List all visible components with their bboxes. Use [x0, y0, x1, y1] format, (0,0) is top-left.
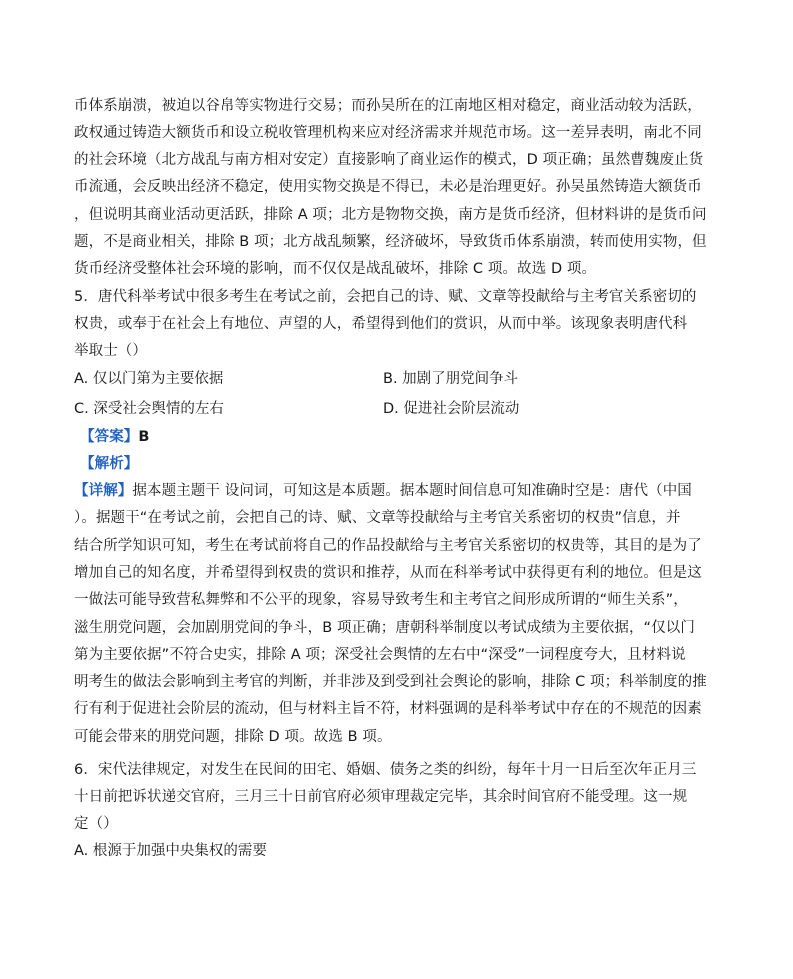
answer-line [80, 427, 150, 447]
q6-option-a: A. 根源于加强中央集权的需要 [74, 843, 267, 859]
detail-line [74, 481, 692, 501]
detail-line: 可能会带来的朋党问题，排除 D 项。故选 B 项。 [74, 729, 392, 745]
text-line: 币流通，会反映出经济不稳定，使用实物交换是不得已，未必是治理更好。孙吴虽然铸造大额货币 [74, 179, 702, 195]
detail-line: 结合所学知识可知，考生在考试前将自己的作品投献给与主考官关系密切的权贵等，其目的是为了 [74, 538, 702, 554]
question-6-stem: 十日前把诉状递交官府，三月三十日前官府必须审理裁定完毕，其余时间官府不能受理。这一规 [74, 789, 688, 805]
detail-text: 据本题主题干 设问词，可知这是本质题。据本题时间信息可知准确时空是：唐代（中国 [132, 483, 692, 499]
detail-tag: 【详解】 [74, 483, 133, 499]
analysis-tag: 【解析】 [80, 456, 139, 472]
answer-tag: 【答案】 [80, 429, 139, 445]
option-c: C. 深受社会舆情的左右 [74, 401, 224, 417]
text-line: 的社会环境（北方战乱与南方相对安定）直接影响了商业运作的模式，D 项正确；虽然曹魏废止货 [74, 152, 704, 168]
question-6-stem: 6．宋代法律规定，对发生在民间的田宅、婚姻、债务之类的纠纷，每年十月一日后至次年正月三 [74, 762, 697, 778]
text-line: 题，不是商业相关，排除 B 项；北方战乱频繁，经济破坏，导致货币体系崩溃，转而使用实物，但 [74, 234, 707, 250]
question-5-stem: 5．唐代科举考试中很多考生在考试之前，会把自己的诗、赋、文章等投献给与主考官关系密切的 [74, 289, 697, 305]
answer-value: B [138, 429, 150, 445]
detail-line: 明考生的做法会影响到主考官的判断，并非涉及到受到社会舆论的影响，排除 C 项；科举制度的推 [74, 674, 707, 690]
question-5-stem: 权贵，或奉于在社会上有地位、声望的人，希望得到他们的赏识，从而中举。该现象表明唐代科 [74, 316, 688, 332]
text-line: 币体系崩溃，被迫以谷帛等实物进行交易；而孙吴所在的江南地区相对稳定，商业活动较为活跃， [74, 98, 702, 114]
option-b: B. 加剧了朋党间争斗 [383, 371, 519, 387]
text-line: 货币经济受整体社会环境的影响，而不仅仅是战乱破坏，排除 C 项。故选 D 项。 [74, 261, 597, 277]
text-line: 政权通过铸造大额货币和设立税收管理机构来应对经济需求并规范市场。这一差异表明，南北不同 [74, 125, 702, 141]
detail-line: 增加自己的知名度，并希望得到权贵的赏识和推荐，从而在科举考试中获得更有利的地位。但是这 [74, 565, 702, 581]
detail-line: ）。据题干“在考试之前，会把自己的诗、赋、文章等投献给与主考官关系密切的权贵”信息，并 [74, 510, 681, 526]
detail-line: 一做法可能导致营私舞弊和不公平的现象，容易导致考生和主考官之间形成所谓的“师生关系”， [74, 592, 688, 608]
analysis-line [80, 454, 138, 474]
detail-line: 滋生朋党问题，会加剧朋党间的争斗，B 项正确；唐朝科举制度以考试成绩为主要依据，“仅以门 [74, 620, 695, 636]
text-line: ，但说明其商业活动更活跃，排除 A 项；北方是物物交换，南方是货币经济，但材料讲的是货币问 [74, 207, 707, 223]
question-6-stem: 定（） [74, 816, 118, 832]
option-a: A. 仅以门第为主要依据 [74, 371, 224, 387]
question-5-stem: 举取士（） [74, 343, 147, 359]
detail-line: 第为主要依据”不符合史实，排除 A 项；深受社会舆情的左右中“深受”一词程度夸大，且材料说 [74, 647, 686, 663]
detail-line: 行有利于促进社会阶层的流动，但与材料主旨不符，材料强调的是科举考试中存在的不规范的因素 [74, 701, 702, 717]
option-d: D. 促进社会阶层流动 [383, 401, 520, 417]
